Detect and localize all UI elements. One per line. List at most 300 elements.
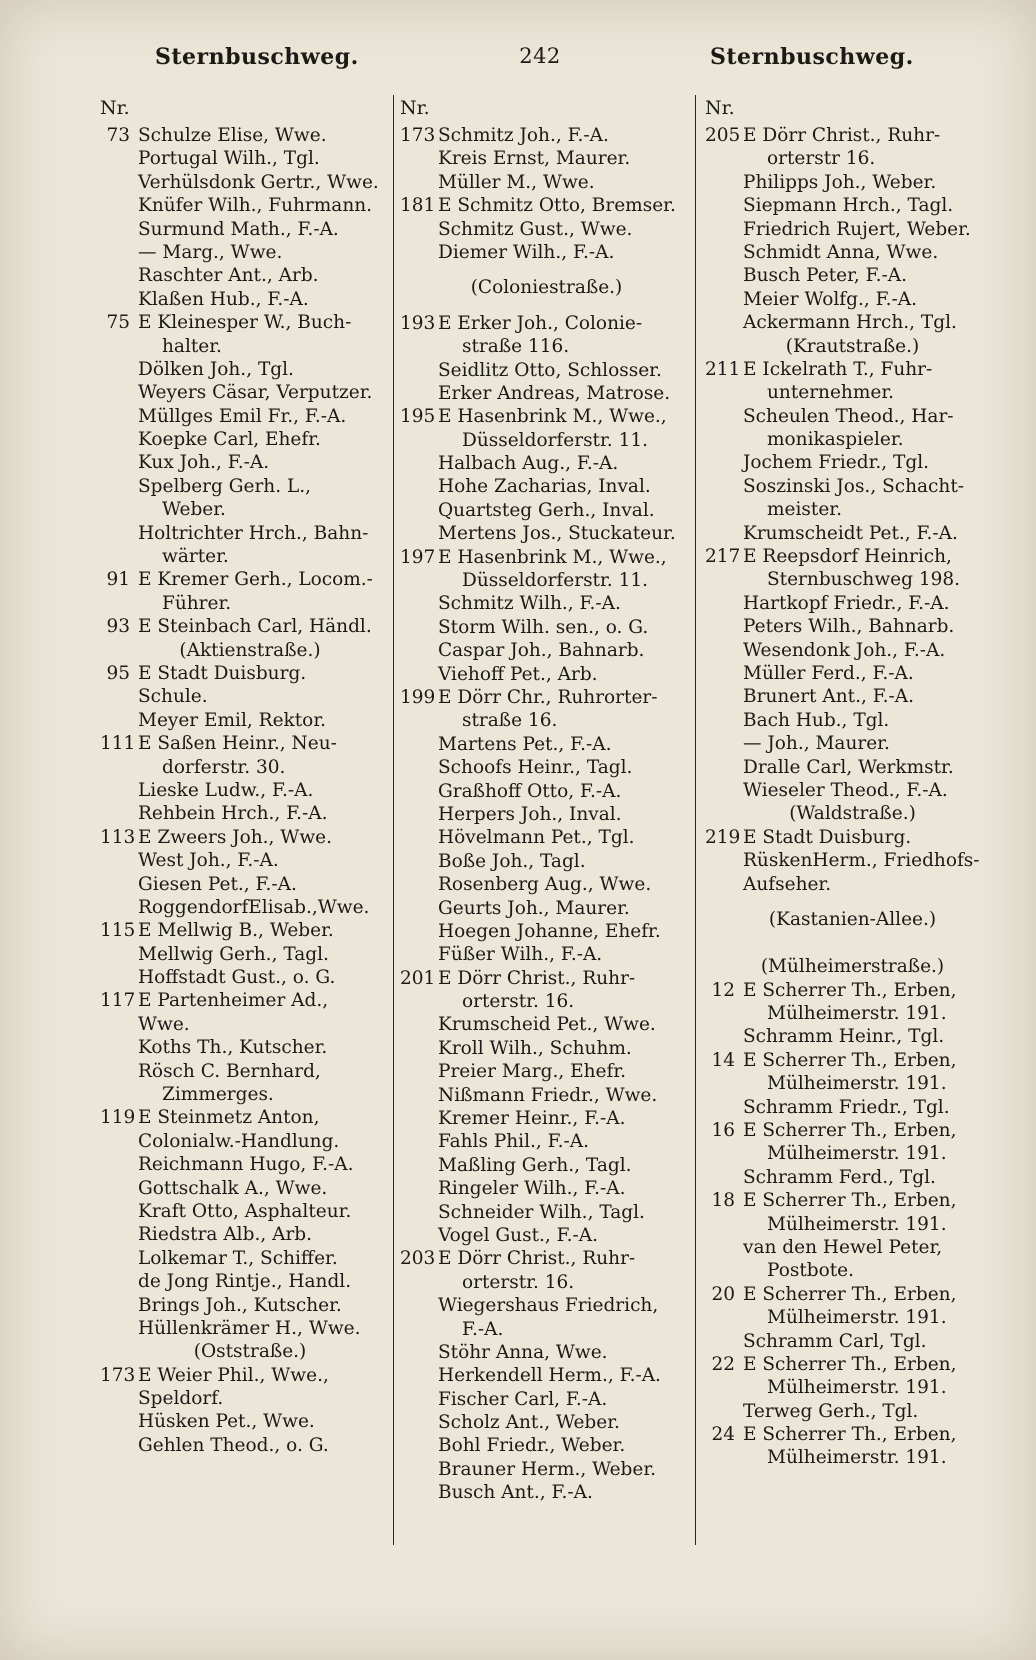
street-name: (Waldstraße.): [789, 803, 916, 825]
spacer: [400, 300, 693, 312]
entry-text: Philipps Joh., Weber.: [743, 171, 937, 193]
spacer: [400, 264, 693, 276]
spacer: [705, 896, 1000, 908]
entry-text: Knüfer Wilh., Fuhrmann.: [138, 195, 373, 217]
entry-text: E Erker Joh., Colonie-: [438, 312, 643, 334]
entry-text: Krumscheidt Pet., F.-A.: [743, 522, 958, 544]
entry-text: E Zweers Joh., Wwe.: [138, 826, 332, 848]
directory-entry: [400, 335, 693, 358]
street-name: (Krautstraße.): [785, 335, 920, 357]
entry-text: wärter.: [162, 546, 229, 568]
directory-entry: [100, 615, 400, 638]
directory-entry: [400, 522, 693, 545]
entry-text: E Hasenbrink M., Wwe.,: [438, 406, 667, 428]
directory-entry: [100, 1223, 400, 1246]
entry-text: Giesen Pet., F.-A.: [138, 873, 297, 895]
entry-text: Geurts Joh., Maurer.: [438, 897, 630, 919]
entry-text: E Ickelrath T., Fuhr-: [743, 358, 933, 380]
directory-entry: [100, 919, 400, 942]
entry-text: Koths Th., Kutscher.: [138, 1037, 328, 1059]
entry-text: Bohl Friedr., Weber.: [438, 1435, 626, 1457]
directory-entry: [100, 873, 400, 896]
directory-entry: [705, 1025, 1000, 1048]
entry-text: Krumscheid Pet., Wwe.: [438, 1014, 656, 1036]
directory-entry: [400, 943, 693, 966]
entry-text: E Steinbach Carl, Händl.: [138, 616, 372, 638]
house-number: 111: [100, 733, 136, 755]
entry-text: Mülheimerstr. 191.: [767, 1143, 947, 1165]
entry-text: Raschter Ant., Arb.: [138, 265, 319, 287]
directory-entry: [100, 498, 400, 521]
house-number: 219: [705, 826, 741, 848]
directory-entry: [100, 756, 400, 779]
directory-entry: [400, 546, 693, 569]
entry-text: Müller Ferd., F.-A.: [743, 662, 914, 684]
directory-entry: [705, 1446, 1000, 1469]
directory-entry: [705, 498, 1000, 521]
directory-entry: [100, 1153, 400, 1176]
directory-entry: [100, 358, 400, 381]
entry-text: Schramm Ferd., Tgl.: [743, 1166, 936, 1188]
directory-entry: [400, 1013, 693, 1036]
directory-entry: [400, 429, 693, 452]
entry-text: E Weier Phil., Wwe.,: [138, 1364, 329, 1386]
entry-text: E Saßen Heinr., Neu-: [138, 733, 337, 755]
directory-entry: [705, 545, 1000, 568]
entry-text: orterstr 16.: [767, 148, 876, 170]
entry-text: Mertens Jos., Stuckateur.: [438, 523, 676, 545]
directory-entry: [705, 1166, 1000, 1189]
entry-text: meister.: [767, 499, 842, 521]
directory-entry: [400, 733, 693, 756]
directory-entry: [400, 826, 693, 849]
entry-text: Scholz Ant., Weber.: [438, 1412, 620, 1434]
directory-entry: [100, 1364, 400, 1387]
directory-entry: [400, 1388, 693, 1411]
entry-text: Colonialw.-Handlung.: [138, 1130, 340, 1152]
directory-entry: [705, 1353, 1000, 1376]
entry-text: Siepmann Hrch., Tagl.: [743, 195, 954, 217]
entry-text: Soszinski Jos., Schacht-: [743, 475, 965, 497]
entry-text: E Dörr Christ., Ruhr-: [438, 1248, 636, 1270]
entry-text: Schmidt Anna, Wwe.: [743, 241, 939, 263]
directory-entry: [400, 1294, 693, 1317]
entry-text: Düsseldorferstr. 11.: [462, 429, 648, 451]
entry-text: Schramm Heinr., Tgl.: [743, 1026, 945, 1048]
street-name: (Kastanien-Allee.): [768, 908, 937, 930]
entry-text: Düsseldorferstr. 11.: [462, 570, 648, 592]
entry-text: Aufseher.: [743, 873, 832, 895]
directory-entry: [400, 499, 693, 522]
entry-text: Füßer Wilh., F.-A.: [438, 944, 603, 966]
directory-entry: [100, 826, 400, 849]
directory-entry: [100, 1013, 400, 1036]
directory-entry: [400, 897, 693, 920]
entry-text: Schule.: [138, 686, 208, 708]
entry-text: Erker Andreas, Matrose.: [438, 382, 671, 404]
directory-entry: [705, 709, 1000, 732]
entry-text: E Scherrer Th., Erben,: [743, 1190, 957, 1212]
directory-entry: [100, 124, 400, 147]
directory-entry: [705, 849, 1000, 872]
house-number: 12: [711, 979, 735, 1001]
entry-text: E Partenheimer Ad.,: [138, 990, 329, 1012]
directory-entry: [100, 545, 400, 568]
house-number: 14: [711, 1049, 735, 1071]
directory-entry: [400, 850, 693, 873]
directory-entry: [705, 171, 1000, 194]
entry-text: — Joh., Maurer.: [743, 733, 890, 755]
directory-entry: [705, 826, 1000, 849]
entry-text: Diemer Wilh., F.-A.: [438, 241, 615, 263]
street-heading: [705, 955, 1000, 978]
directory-entry: [705, 615, 1000, 638]
directory-entry: [705, 1189, 1000, 1212]
house-number: 20: [711, 1283, 735, 1305]
entry-text: Hövelmann Pet., Tgl.: [438, 827, 635, 849]
entry-text: Mülheimerstr. 191.: [767, 1307, 947, 1329]
directory-entry: [705, 405, 1000, 428]
entry-text: Kux Joh., F.-A.: [138, 452, 270, 474]
directory-entry: [100, 732, 400, 755]
entry-text: E Steinmetz Anton,: [138, 1107, 320, 1129]
entry-text: Lieske Ludw., F.-A.: [138, 779, 314, 801]
house-number: 211: [705, 358, 741, 380]
house-number: 203: [400, 1248, 436, 1270]
directory-entry: [400, 241, 693, 264]
entry-text: Schmitz Wilh., F.-A.: [438, 593, 621, 615]
directory-entry: [100, 1200, 400, 1223]
entry-text: Gottschalk A., Wwe.: [138, 1177, 328, 1199]
entry-text: Brunert Ant., F.-A.: [743, 686, 915, 708]
directory-entry: [100, 1036, 400, 1059]
directory-entry: [400, 194, 693, 217]
entry-text: Schmitz Gust., Wwe.: [438, 218, 633, 240]
entry-list: [100, 124, 400, 1457]
directory-entry: [705, 979, 1000, 1002]
directory-entry: [705, 241, 1000, 264]
house-number: 195: [400, 406, 436, 428]
directory-entry: [400, 873, 693, 896]
column-header-nr: Nr.: [400, 97, 430, 119]
entry-text: Caspar Joh., Bahnarb.: [438, 640, 645, 662]
directory-entry: [705, 1283, 1000, 1306]
entry-text: Meyer Emil, Rektor.: [138, 709, 327, 731]
street-name: (Oststraße.): [193, 1341, 307, 1363]
entry-text: Kraft Otto, Asphalteur.: [138, 1200, 352, 1222]
entry-text: Holtrichter Hrch., Bahn-: [138, 522, 369, 544]
entry-text: Surmund Math., F.-A.: [138, 218, 339, 240]
spacer: [705, 943, 1000, 955]
directory-entry: [100, 311, 400, 334]
street-name: (Aktienstraße.): [179, 639, 321, 661]
entry-text: halter.: [162, 335, 222, 357]
directory-entry: [400, 1060, 693, 1083]
directory-entry: [705, 381, 1000, 404]
entry-text: F.-A.: [462, 1318, 504, 1340]
directory-entry: [705, 194, 1000, 217]
directory-entry: [400, 1177, 693, 1200]
entry-text: Quartsteg Gerh., Inval.: [438, 499, 655, 521]
directory-entry: [400, 639, 693, 662]
entry-text: van den Hewel Peter,: [743, 1236, 943, 1258]
entry-text: de Jong Rintje., Handl.: [138, 1271, 352, 1293]
entry-text: orterstr. 16.: [462, 991, 575, 1013]
entry-text: Kreis Ernst, Maurer.: [438, 148, 631, 170]
entry-text: Lolkemar T., Schiffer.: [138, 1247, 338, 1269]
directory-entry: [100, 1294, 400, 1317]
directory-entry: [400, 569, 693, 592]
entry-text: Ringeler Wilh., F.-A.: [438, 1178, 626, 1200]
entry-text: Müller M., Wwe.: [438, 171, 595, 193]
directory-entry: [400, 475, 693, 498]
entry-text: E Dörr Christ., Ruhr-: [438, 967, 636, 989]
street-heading: [705, 802, 1000, 825]
directory-entry: [100, 943, 400, 966]
directory-entry: [400, 405, 693, 428]
entry-text: Mülheimerstr. 191.: [767, 1377, 947, 1399]
directory-entry: [705, 732, 1000, 755]
directory-entry: [705, 756, 1000, 779]
house-number: 205: [705, 125, 741, 146]
entry-text: Portugal Wilh., Tgl.: [138, 148, 320, 170]
entry-text: Nißmann Friedr., Wwe.: [438, 1084, 658, 1106]
entry-text: unternehmer.: [767, 382, 895, 404]
directory-entry: [400, 382, 693, 405]
house-number: 199: [400, 686, 436, 708]
entry-text: Boße Joh., Tagl.: [438, 850, 586, 872]
directory-entry: [100, 779, 400, 802]
entry-text: E Dörr Chr., Ruhrorter-: [438, 686, 658, 708]
directory-entry: [100, 218, 400, 241]
directory-entry: [400, 359, 693, 382]
entry-text: Wesendonk Joh., F.-A.: [743, 639, 946, 661]
house-number: 117: [100, 990, 136, 1012]
entry-text: — Marg., Wwe.: [138, 241, 283, 263]
entry-text: Herpers Joh., Inval.: [438, 803, 622, 825]
house-number: 173: [100, 1364, 136, 1386]
entry-text: RoggendorfElisab.,Wwe.: [138, 896, 370, 918]
entry-text: E Mellwig B., Weber.: [138, 920, 334, 942]
street-name: (Coloniestraße.): [470, 277, 623, 299]
entry-text: E Reepsdorf Heinrich,: [743, 546, 952, 568]
entry-text: Scheulen Theod., Har-: [743, 405, 954, 427]
entry-text: Graßhoff Otto, F.-A.: [438, 780, 622, 802]
directory-entry: [400, 1434, 693, 1457]
entry-text: monikaspieler.: [767, 429, 904, 451]
entry-text: Vogel Gust., F.-A.: [438, 1224, 598, 1246]
entry-text: E Stadt Duisburg.: [743, 826, 912, 848]
header-right-title: Sternbuschweg.: [710, 44, 914, 70]
entry-text: Hartkopf Friedr., F.-A.: [743, 592, 950, 614]
entry-text: Storm Wilh. sen., o. G.: [438, 616, 649, 638]
entry-text: Preier Marg., Ehefr.: [438, 1061, 627, 1083]
entry-text: Gehlen Theod., o. G.: [138, 1434, 329, 1456]
directory-entry: [100, 966, 400, 989]
entry-text: dorferstr. 30.: [162, 756, 286, 778]
entry-text: Maßling Gerh., Tagl.: [438, 1154, 632, 1176]
street-heading: [705, 335, 1000, 358]
entry-text: E Scherrer Th., Erben,: [743, 1424, 957, 1446]
entry-text: Halbach Aug., F.-A.: [438, 453, 619, 475]
directory-entry: [400, 920, 693, 943]
house-number: 91: [106, 569, 130, 591]
directory-entry: [400, 686, 693, 709]
house-number: 16: [711, 1120, 735, 1142]
directory-entry: [400, 312, 693, 335]
street-heading: [100, 639, 400, 662]
entry-text: E Scherrer Th., Erben,: [743, 1283, 957, 1305]
entry-text: Rosenberg Aug., Wwe.: [438, 874, 652, 896]
directory-entry: [400, 616, 693, 639]
directory-entry: [100, 1410, 400, 1433]
directory-entry: [100, 1106, 400, 1129]
directory-entry: [400, 171, 693, 194]
entry-text: Schulze Elise, Wwe.: [138, 125, 327, 146]
entry-text: Reichmann Hugo, F.-A.: [138, 1154, 354, 1176]
directory-entry: [400, 967, 693, 990]
house-number: 22: [711, 1353, 735, 1375]
entry-text: E Kleinesper W., Buch-: [138, 312, 352, 334]
entry-text: Müllges Emil Fr., F.-A.: [138, 405, 347, 427]
directory-entry: [705, 264, 1000, 287]
directory-entry: [100, 522, 400, 545]
entry-text: Riedstra Alb., Arb.: [138, 1224, 313, 1246]
directory-entry: [400, 1224, 693, 1247]
house-number: 75: [106, 312, 130, 334]
directory-entry: [705, 218, 1000, 241]
entry-text: Koepke Carl, Ehefr.: [138, 429, 321, 451]
entry-text: E Dörr Christ., Ruhr-: [743, 125, 941, 146]
page-header: [0, 44, 1036, 84]
entry-text: E Scherrer Th., Erben,: [743, 979, 957, 1001]
directory-entry: [705, 147, 1000, 170]
directory-entry: [100, 1387, 400, 1410]
directory-entry: [705, 1002, 1000, 1025]
entry-text: Friedrich Rujert, Weber.: [743, 218, 971, 240]
directory-entry: [100, 1130, 400, 1153]
entry-text: Mülheimerstr. 191.: [767, 1073, 947, 1095]
entry-list: [400, 124, 693, 1505]
directory-entry: [400, 1247, 693, 1270]
directory-entry: [400, 1458, 693, 1481]
entry-text: Führer.: [162, 592, 232, 614]
directory-entry: [100, 709, 400, 732]
directory-entry: [100, 1270, 400, 1293]
entry-text: Jochem Friedr., Tgl.: [743, 452, 930, 474]
column-divider: [695, 95, 696, 1545]
page-number: 242: [519, 44, 561, 68]
entry-text: Klaßen Hub., F.-A.: [138, 288, 309, 310]
entry-text: E Hasenbrink M., Wwe.,: [438, 546, 667, 568]
entry-text: Zimmerges.: [162, 1084, 274, 1106]
directory-entry: [400, 1201, 693, 1224]
directory-entry: [400, 1411, 693, 1434]
entry-text: Hoffstadt Gust., o. G.: [138, 967, 336, 989]
directory-entry: [705, 685, 1000, 708]
entry-text: Schoofs Heinr., Tagl.: [438, 757, 633, 779]
directory-entry: [705, 1119, 1000, 1142]
street-heading: [100, 1340, 400, 1363]
directory-entry: [400, 1318, 693, 1341]
entry-text: E Stadt Duisburg.: [138, 662, 307, 684]
directory-entry: [400, 803, 693, 826]
entry-text: Weyers Cäsar, Verputzer.: [138, 382, 373, 404]
directory-entry: [100, 685, 400, 708]
entry-text: West Joh., F.-A.: [138, 850, 279, 872]
entry-text: E Kremer Gerh., Locom.-: [138, 569, 373, 591]
directory-entry: [400, 1037, 693, 1060]
directory-entry: [100, 241, 400, 264]
directory-entry: [100, 1060, 400, 1083]
entry-text: Brings Joh., Kutscher.: [138, 1294, 342, 1316]
directory-column-2: [400, 92, 693, 1505]
entry-text: Postbote.: [767, 1260, 855, 1282]
directory-entry: [100, 288, 400, 311]
directory-entry: [100, 1083, 400, 1106]
house-number: 115: [100, 920, 136, 942]
directory-entry: [705, 288, 1000, 311]
directory-entry: [400, 756, 693, 779]
entry-text: Sternbuschweg 198.: [767, 569, 961, 591]
entry-text: Weber.: [162, 499, 226, 521]
directory-entry: [100, 428, 400, 451]
directory-entry: [705, 1236, 1000, 1259]
entry-text: E Scherrer Th., Erben,: [743, 1049, 957, 1071]
directory-entry: [705, 428, 1000, 451]
entry-text: Wwe.: [138, 1013, 190, 1035]
entry-text: E Schmitz Otto, Bremser.: [438, 195, 676, 217]
entry-text: Dölken Joh., Tgl.: [138, 358, 294, 380]
house-number: 24: [711, 1424, 735, 1446]
entry-text: Verhülsdonk Gertr., Wwe.: [138, 171, 379, 193]
entry-text: Bach Hub., Tgl.: [743, 709, 890, 731]
house-number: 73: [106, 125, 130, 146]
street-name: (Mülheimerstraße.): [760, 956, 945, 978]
entry-text: Mülheimerstr. 191.: [767, 1213, 947, 1235]
directory-entry: [400, 1130, 693, 1153]
entry-text: Seidlitz Otto, Schlosser.: [438, 359, 662, 381]
directory-entry: [705, 1259, 1000, 1282]
directory-column-3: [705, 92, 1000, 1470]
entry-text: Mellwig Gerh., Tagl.: [138, 943, 329, 965]
directory-entry: [100, 171, 400, 194]
entry-text: Peters Wilh., Bahnarb.: [743, 616, 955, 638]
directory-entry: [400, 1341, 693, 1364]
directory-entry: [100, 194, 400, 217]
entry-text: E Scherrer Th., Erben,: [743, 1120, 957, 1142]
entry-text: Kremer Heinr., F.-A.: [438, 1108, 626, 1130]
spacer: [705, 931, 1000, 943]
entry-text: Schneider Wilh., Tagl.: [438, 1201, 645, 1223]
directory-entry: [400, 1154, 693, 1177]
entry-text: Dralle Carl, Werkmstr.: [743, 756, 954, 778]
entry-text: Wieseler Theod., F.-A.: [743, 779, 948, 801]
directory-entry: [100, 1177, 400, 1200]
entry-text: Schramm Friedr., Tgl.: [743, 1096, 950, 1118]
column-header-nr: Nr.: [100, 97, 130, 119]
entry-text: Mülheimerstr. 191.: [767, 1003, 947, 1025]
entry-text: RüskenHerm., Friedhofs-: [743, 850, 980, 872]
entry-text: Herkendell Herm., F.-A.: [438, 1365, 661, 1387]
house-number: 173: [400, 125, 436, 146]
directory-entry: [705, 1142, 1000, 1165]
entry-text: Fischer Carl, F.-A.: [438, 1388, 608, 1410]
house-number: 18: [711, 1190, 735, 1212]
directory-entry: [100, 451, 400, 474]
entry-text: Busch Ant., F.-A.: [438, 1482, 593, 1504]
entry-text: Hohe Zacharias, Inval.: [438, 476, 651, 498]
